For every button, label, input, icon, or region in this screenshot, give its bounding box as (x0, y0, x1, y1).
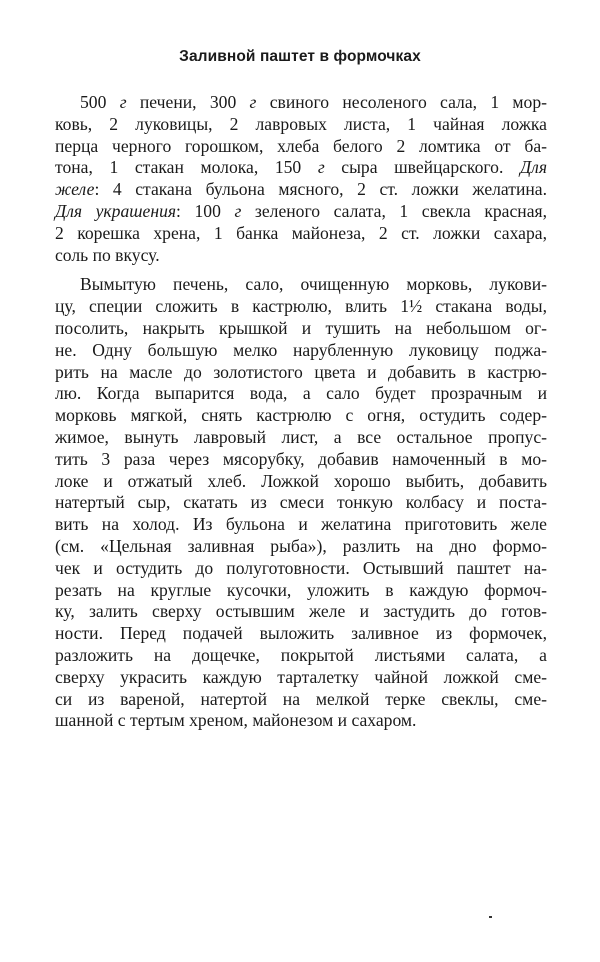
ingredients-text: : 4 стакана бульона мясного, 2 ст. ложки желатина. (94, 179, 547, 200)
ingredients-text: г (234, 200, 242, 221)
method-text: вить на холод. Из бульона и желатина приготовить желе (55, 514, 547, 535)
method-text: морковь мягкой, снять кастрюлю с огня, остудить содер- (55, 405, 547, 426)
ingredients-line (55, 179, 547, 201)
ingredients-text: Для украшения (55, 200, 177, 221)
method-text: ности. Перед подачей выложить заливное из формочек, (55, 623, 547, 644)
ingredients-line (55, 114, 547, 136)
ingredients-text: свиного несоленого сала, 1 мор- (256, 92, 547, 112)
method-line (55, 427, 547, 449)
method-line (55, 296, 547, 318)
method-line (55, 623, 547, 645)
paragraph-gap (55, 266, 547, 274)
ingredients-text: 2 корешка хрена, 1 банка майонеза, 2 ст. ложки сахара, (55, 222, 547, 243)
method-text: тить 3 раза через мясорубку, добавив намоченный в мо- (55, 448, 547, 469)
method-text: посолить, накрыть крышкой и тушить на небольшом ог- (55, 317, 547, 338)
ingredients-text: 500 (80, 92, 120, 112)
method-line (55, 492, 547, 514)
ingredients-text: желе (55, 179, 95, 200)
method-line (55, 710, 547, 732)
method-line (55, 383, 547, 405)
method-line (55, 667, 547, 689)
method-text: (см. «Цельная заливная рыба»), разлить на дно формо- (55, 535, 547, 556)
ingredients-text: перца черного горошком, хлеба белого 2 ломтика от ба- (55, 135, 547, 156)
method-line (55, 645, 547, 667)
method-line (55, 514, 547, 536)
recipe-body (55, 92, 547, 732)
ingredients-text: зеленого салата, 1 свекла красная, (241, 200, 547, 221)
method-line (55, 558, 547, 580)
recipe-title: Заливной паштет в формочках (179, 48, 421, 65)
method-text: локе и отжатый хлеб. Ложкой хорошо выбить, добавить (55, 470, 547, 491)
method-text: не. Одну большую мелко нарубленную луковицу поджа- (55, 339, 547, 360)
ingredients-line (55, 136, 547, 158)
ingredients-line (55, 223, 547, 245)
method-text: си из вареной, натертой на мелкой терке свеклы, сме- (55, 688, 547, 709)
method-text: натертый сыр, скатать из смеси тонкую колбасу и поста- (55, 492, 547, 513)
method-text: шанной с тертым хреном, майонезом и сахаром. (55, 710, 417, 731)
ingredients-text: г (119, 92, 127, 112)
ingredients-text: сыра швейцарского. (324, 157, 520, 178)
method-line (55, 471, 547, 493)
method-text: ку, залить сверху остывшим желе и застудить до готов- (55, 601, 547, 622)
method-text: жимое, вынуть лавровый лист, а все остальное пропус- (55, 426, 547, 447)
ingredients-line (55, 201, 547, 223)
ingredients-text: Для (519, 157, 547, 178)
method-line (55, 340, 547, 362)
method-line (55, 405, 547, 427)
method-text: чек и остудить до полуготовности. Остывший паштет на- (55, 557, 547, 578)
method-text: рить на масле до золотистого цвета и добавить в кастрю- (55, 361, 547, 382)
method-paragraph (55, 274, 547, 732)
method-line (55, 536, 547, 558)
ingredients-line (55, 92, 547, 114)
method-text: цу, специи сложить в кастрюлю, влить 1½ стакана воды, (55, 296, 547, 317)
ingredients-text: : 100 (176, 200, 235, 221)
method-line (55, 318, 547, 340)
method-text: сверху украсить каждую тарталетку чайной ложкой сме- (55, 666, 547, 687)
method-line (55, 362, 547, 384)
ingredients-paragraph (55, 92, 547, 266)
method-text: резать на круглые кусочки, уложить в каждую формоч- (55, 579, 547, 600)
method-line (55, 601, 547, 623)
method-line (55, 274, 547, 296)
method-line (55, 689, 547, 711)
ingredients-text: ковь, 2 луковицы, 2 лавровых листа, 1 чайная ложка (55, 113, 547, 134)
method-text: лю. Когда выпарится вода, а сало будет прозрачным и (55, 383, 547, 404)
method-line (55, 449, 547, 471)
method-text: разложить на дощечке, покрытой листьями салата, а (55, 644, 547, 665)
method-line (55, 580, 547, 602)
ingredients-text: соль по вкусу. (55, 244, 160, 265)
ingredients-text: г (249, 92, 257, 112)
scan-speck (489, 916, 492, 918)
method-text: Вымытую печень, сало, очищенную морковь, лукови- (80, 274, 547, 295)
ingredients-text: печени, 300 (126, 92, 250, 112)
ingredients-text: тона, 1 стакан молока, 150 (55, 157, 318, 178)
ingredients-line (55, 245, 547, 267)
ingredients-line (55, 157, 547, 179)
ingredients-text: г (317, 157, 325, 178)
